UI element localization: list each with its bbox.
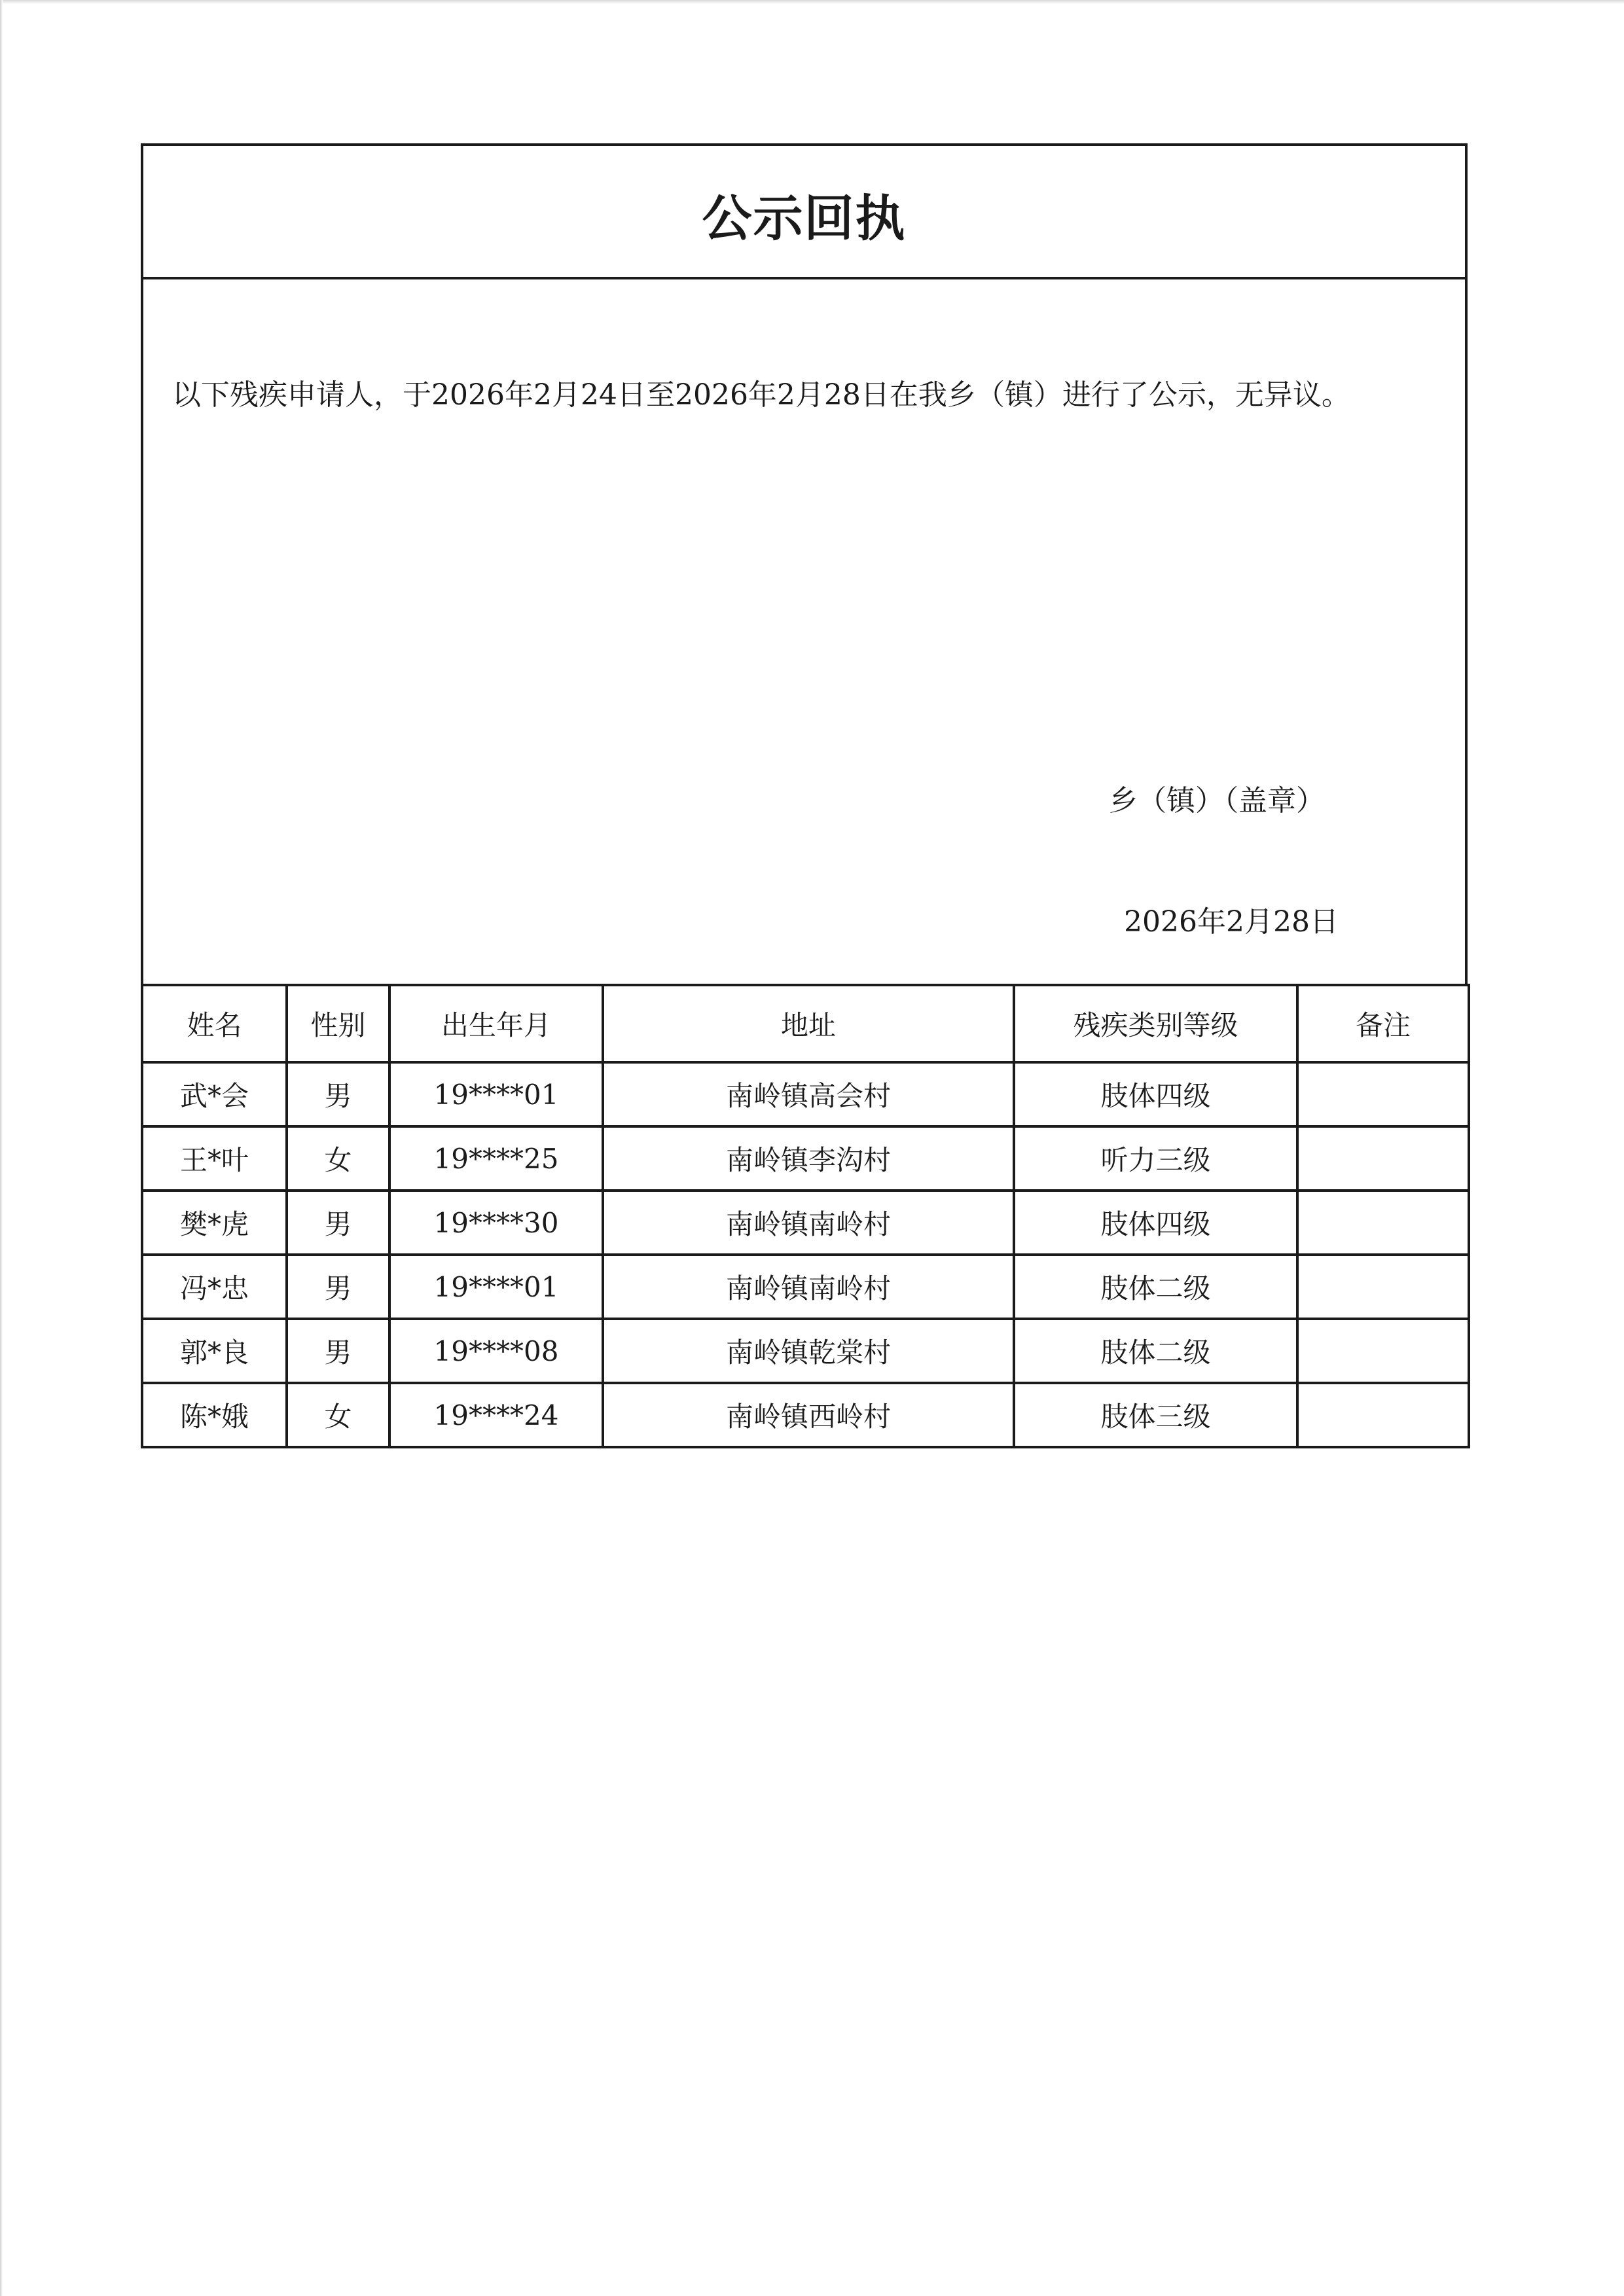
cell-birth: 19****30 (389, 1191, 603, 1255)
applicant-table (141, 984, 1470, 1448)
cell-disability: 听力三级 (1014, 1126, 1297, 1191)
notice-date: 2026年2月28日 (1124, 905, 1339, 939)
cell-gender: 男 (287, 1255, 389, 1319)
header-gender: 性别 (287, 985, 389, 1062)
cell-birth: 19****25 (389, 1126, 603, 1191)
cell-disability: 肢体四级 (1014, 1191, 1297, 1255)
table-row (142, 1126, 1469, 1191)
cell-remarks (1297, 1191, 1469, 1255)
cell-address: 南岭镇南岭村 (603, 1255, 1014, 1319)
header-address: 地址 (603, 985, 1014, 1062)
cell-birth: 19****01 (389, 1255, 603, 1319)
cell-disability: 肢体二级 (1014, 1255, 1297, 1319)
cell-disability: 肢体四级 (1014, 1062, 1297, 1126)
header-remarks: 备注 (1297, 985, 1469, 1062)
header-disability: 残疾类别等级 (1014, 985, 1297, 1062)
cell-gender: 男 (287, 1062, 389, 1126)
cell-address: 南岭镇南岭村 (603, 1191, 1014, 1255)
seal-line: 乡（镇）（盖章） (1109, 784, 1325, 817)
cell-disability: 肢体三级 (1014, 1383, 1297, 1447)
cell-name: 武*会 (142, 1062, 287, 1126)
cell-gender: 女 (287, 1126, 389, 1191)
notice-statement: 以下残疾申请人，于2026年2月24日至2026年2月28日在我乡（镇）进行了公示，无异议。 (172, 378, 1350, 412)
table-header-row (142, 985, 1469, 1062)
cell-name: 冯*忠 (142, 1255, 287, 1319)
title-row (143, 146, 1465, 279)
cell-disability: 肢体二级 (1014, 1319, 1297, 1383)
table-row (142, 1319, 1469, 1383)
cell-remarks (1297, 1255, 1469, 1319)
cell-gender: 男 (287, 1319, 389, 1383)
notice-receipt-form (141, 143, 1468, 1448)
cell-birth: 19****24 (389, 1383, 603, 1447)
header-birth: 出生年月 (389, 985, 603, 1062)
cell-remarks (1297, 1383, 1469, 1447)
cell-birth: 19****01 (389, 1062, 603, 1126)
cell-gender: 女 (287, 1383, 389, 1447)
cell-remarks (1297, 1319, 1469, 1383)
scan-edge-top (0, 0, 1624, 4)
cell-name: 郭*良 (142, 1319, 287, 1383)
cell-name: 陈*娥 (142, 1383, 287, 1447)
cell-name: 樊*虎 (142, 1191, 287, 1255)
cell-address: 南岭镇西岭村 (603, 1383, 1014, 1447)
table-row (142, 1191, 1469, 1255)
cell-address: 南岭镇高会村 (603, 1062, 1014, 1126)
cell-address: 南岭镇乾棠村 (603, 1319, 1014, 1383)
cell-remarks (1297, 1062, 1469, 1126)
notice-box (141, 143, 1468, 984)
scan-edge-left (0, 0, 3, 2296)
cell-remarks (1297, 1126, 1469, 1191)
form-title: 公示回执 (702, 188, 907, 247)
cell-birth: 19****08 (389, 1319, 603, 1383)
table-row (142, 1383, 1469, 1447)
table-row (142, 1255, 1469, 1319)
notice-body (143, 279, 1465, 984)
table-row (142, 1062, 1469, 1126)
cell-address: 南岭镇李沟村 (603, 1126, 1014, 1191)
cell-gender: 男 (287, 1191, 389, 1255)
header-name: 姓名 (142, 985, 287, 1062)
cell-name: 王*叶 (142, 1126, 287, 1191)
